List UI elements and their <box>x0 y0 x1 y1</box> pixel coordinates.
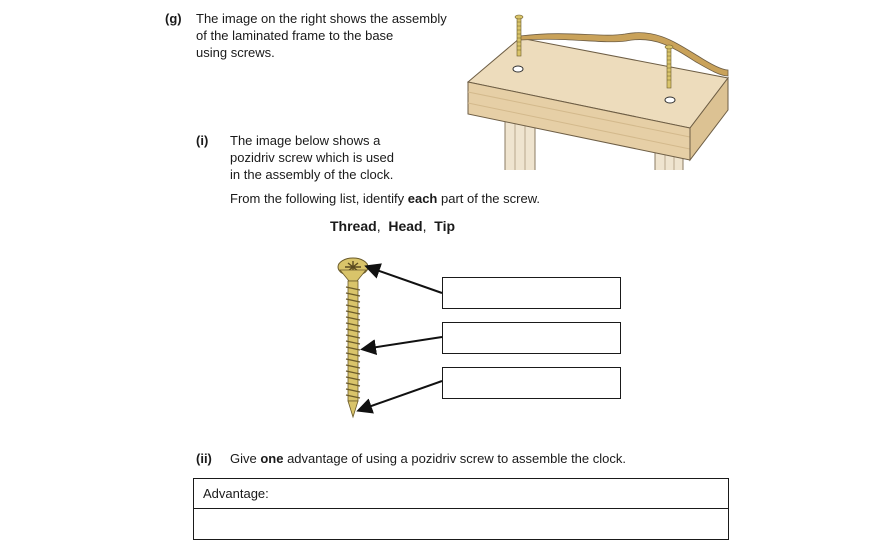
answer-box-tip[interactable] <box>442 367 621 399</box>
question-i-line: The image below shows a <box>230 133 381 148</box>
word-tip: Tip <box>434 218 456 234</box>
advantage-answer-line[interactable] <box>194 509 728 538</box>
screw-tip <box>348 401 358 417</box>
screw-hole <box>665 97 675 103</box>
answer-box-head[interactable] <box>442 277 621 309</box>
question-i-line: pozidriv screw which is used <box>230 150 395 165</box>
instruction-text: From the following list, identify each part of the screw. <box>230 191 540 206</box>
arrow-head-pointer <box>368 267 442 293</box>
word-head: Head <box>388 218 423 234</box>
base-assembly-illustration <box>460 10 730 170</box>
question-g-text <box>196 10 447 61</box>
question-i-line: in the assembly of the clock. <box>230 167 394 182</box>
question-label-ii: (ii) <box>196 451 212 466</box>
question-label-g: (g) <box>165 11 182 26</box>
word-thread: Thread <box>330 218 377 234</box>
question-ii-text: Give one advantage of using a pozidriv screw to assemble the clock. <box>230 451 626 466</box>
question-label-i: (i) <box>196 133 209 148</box>
question-i-text <box>230 132 394 183</box>
screw-thread <box>348 281 358 401</box>
word-list: Thread, Head, Tip <box>330 218 456 234</box>
question-g-line: using screws. <box>196 45 275 60</box>
arrow-tip-pointer <box>360 381 442 410</box>
question-g-line: The image on the right shows the assembly <box>196 11 447 26</box>
question-g-line: of the laminated frame to the base <box>196 28 394 43</box>
advantage-label: Advantage: <box>194 479 728 509</box>
screw-diagram <box>320 255 450 420</box>
advantage-answer-box[interactable] <box>193 478 729 540</box>
answer-box-thread[interactable] <box>442 322 621 354</box>
arrow-thread-pointer <box>364 337 442 349</box>
screw-hole <box>513 66 523 72</box>
